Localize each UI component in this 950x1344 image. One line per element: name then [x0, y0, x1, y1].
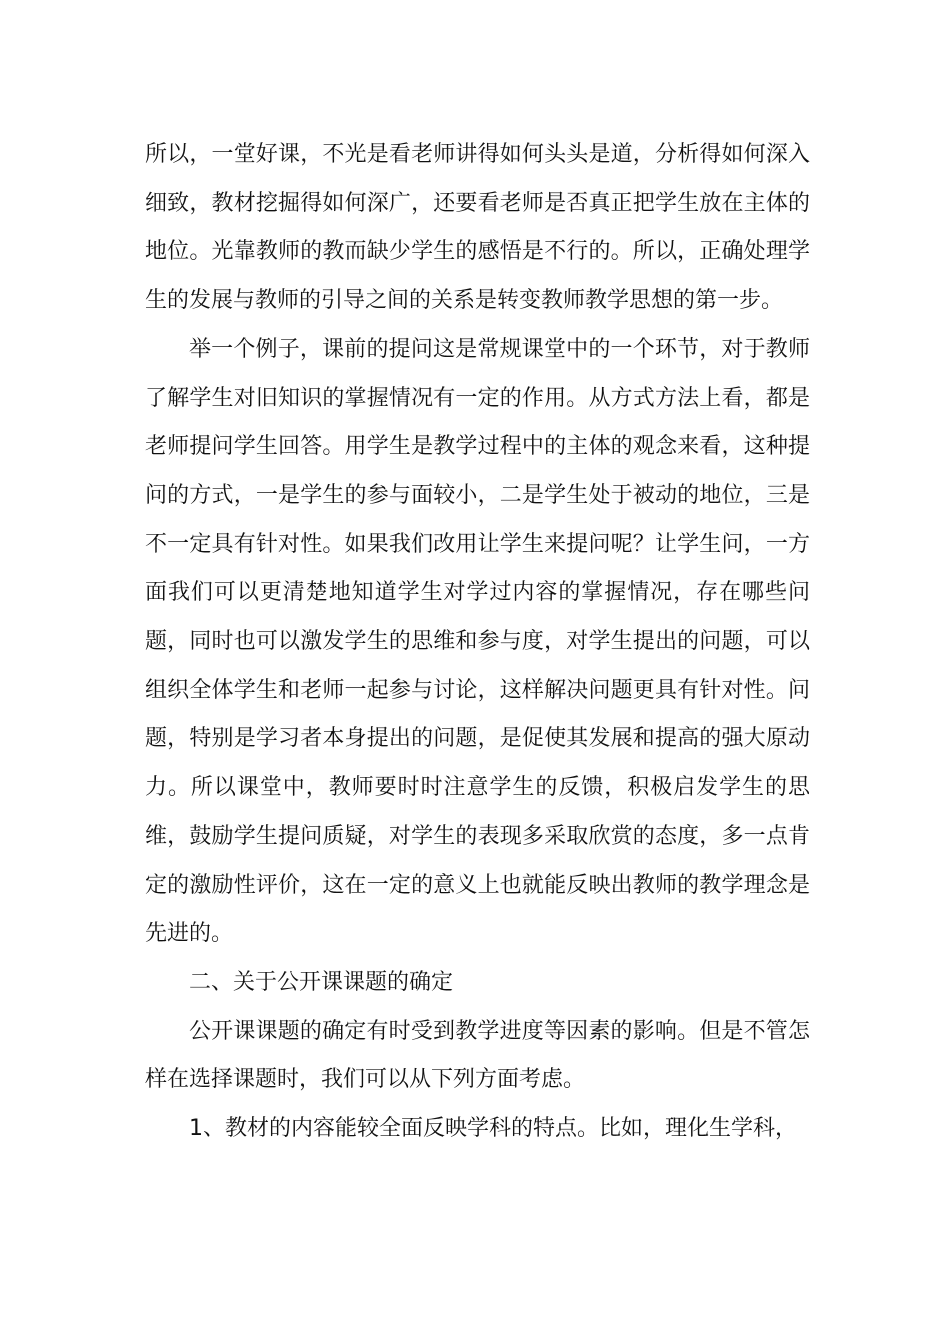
paragraph-4: 1、教材的内容能较全面反映学科的特点。比如，理化生学科， [189, 1116, 797, 1142]
document-body [145, 131, 810, 1154]
paragraph-1: 所以，一堂好课，不光是看老师讲得如何头头是道，分析得如何深入细致，教材挖掘得如何深广，还要看老师是否真正把学生放在主体的地位。光靠教师的教而缺少学生的感悟是不行的。所以，正确处理学生的发展与教师的引导之间的关系是转变教师教学思想的第一步。 [145, 142, 810, 314]
paragraph-2: 举一个例子，课前的提问这是常规课堂中的一个环节，对于教师了解学生对旧知识的掌握情况有一定的作用。从方式方法上看，都是老师提问学生回答。用学生是教学过程中的主体的观念来看，这种提问的方式，一是学生的参与面较小，二是学生处于被动的地位，三是不一定具有针对性。如果我们改用让学生来提问呢？让学生问，一方面我们可以更清楚地知道学生对学过内容的掌握情况，存在哪些问题，同时也可以激发学生的思维和参与度，对学生提出的问题，可以组织全体学生和老师一起参与讨论，这样解决问题更具有针对性。问题，特别是学习者本身提出的问题，是促使其发展和提高的强大原动力。所以课堂中，教师要时时注意学生的反馈，积极启发学生的思维，鼓励学生提问质疑，对学生的表现多采取欣赏的态度，多一点肯定的激励性评价，这在一定的意义上也就能反映出教师的教学理念是先进的。 [145, 336, 810, 947]
paragraph-3: 公开课课题的确定有时受到教学进度等因素的影响。但是不管怎样在选择课题时，我们可以从下列方面考虑。 [145, 1018, 810, 1093]
section-heading: 二、关于公开课课题的确定 [189, 969, 454, 995]
